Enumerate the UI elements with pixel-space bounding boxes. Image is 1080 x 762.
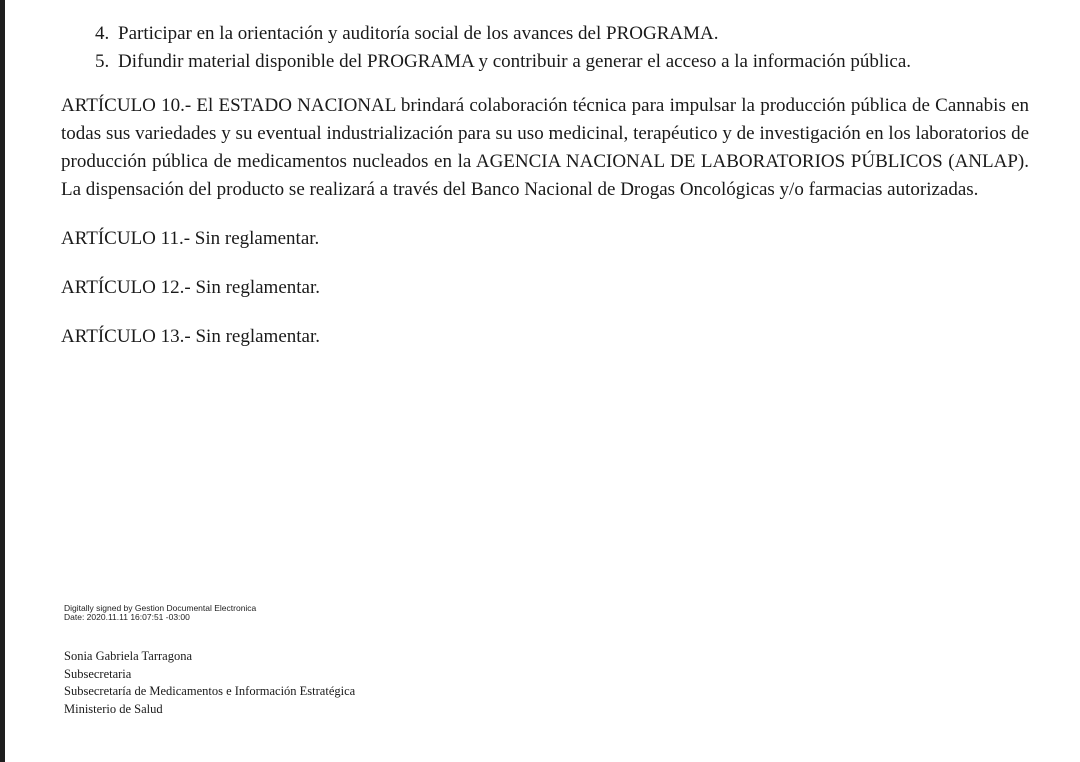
signer-ministry: Ministerio de Salud — [64, 701, 163, 716]
article-11: ARTÍCULO 11.- Sin reglamentar. — [61, 228, 320, 249]
article-12: ARTÍCULO 12.- Sin reglamentar. — [61, 277, 321, 298]
list-item-text: Participar en la orientación y auditoría social de los avances del PROGRAMA. — [118, 23, 719, 44]
list-item-text: Difundir material disponible del PROGRAMA y contribuir a generar el acceso a la información pública. — [118, 51, 912, 72]
signature-date: Date: 2020.11.11 16:07:51 -03:00 — [64, 612, 190, 622]
list-item-number: 5. — [95, 51, 110, 72]
article-10: ARTÍCULO 10.- El ESTADO NACIONAL brindará colaboración técnica para impulsar la producción pública de Cannabis en todas sus variedades y su eventual industrialización para su uso medicinal, terapéutico y de investigación en los laboratorios de producción pública de medicamentos nucleados en la AGENCIA NACIONAL DE LABORATORIOS PÚBLICOS (ANLAP). La dispensación del producto se realizará a través del Banco Nacional de Drogas Oncológicas y/o farmacias autorizadas. — [61, 95, 1029, 200]
signer-office: Subsecretaría de Medicamentos e Información Estratégica — [64, 684, 356, 698]
document-body — [61, 20, 1029, 351]
list-item — [61, 48, 1029, 76]
digital-signature-stamp — [64, 604, 256, 622]
signer-role: Subsecretaria — [64, 666, 132, 681]
signer-block — [64, 648, 355, 718]
list-item-number: 4. — [95, 23, 110, 44]
signer-name: Sonia Gabriela Tarragona — [64, 649, 193, 663]
numbered-list — [61, 20, 1029, 76]
signature-signed-by: Digitally signed by Gestion Documental Electronica — [64, 603, 257, 613]
page-left-border — [0, 0, 5, 762]
article-13: ARTÍCULO 13.- Sin reglamentar. — [61, 326, 321, 347]
list-item — [61, 20, 1029, 48]
